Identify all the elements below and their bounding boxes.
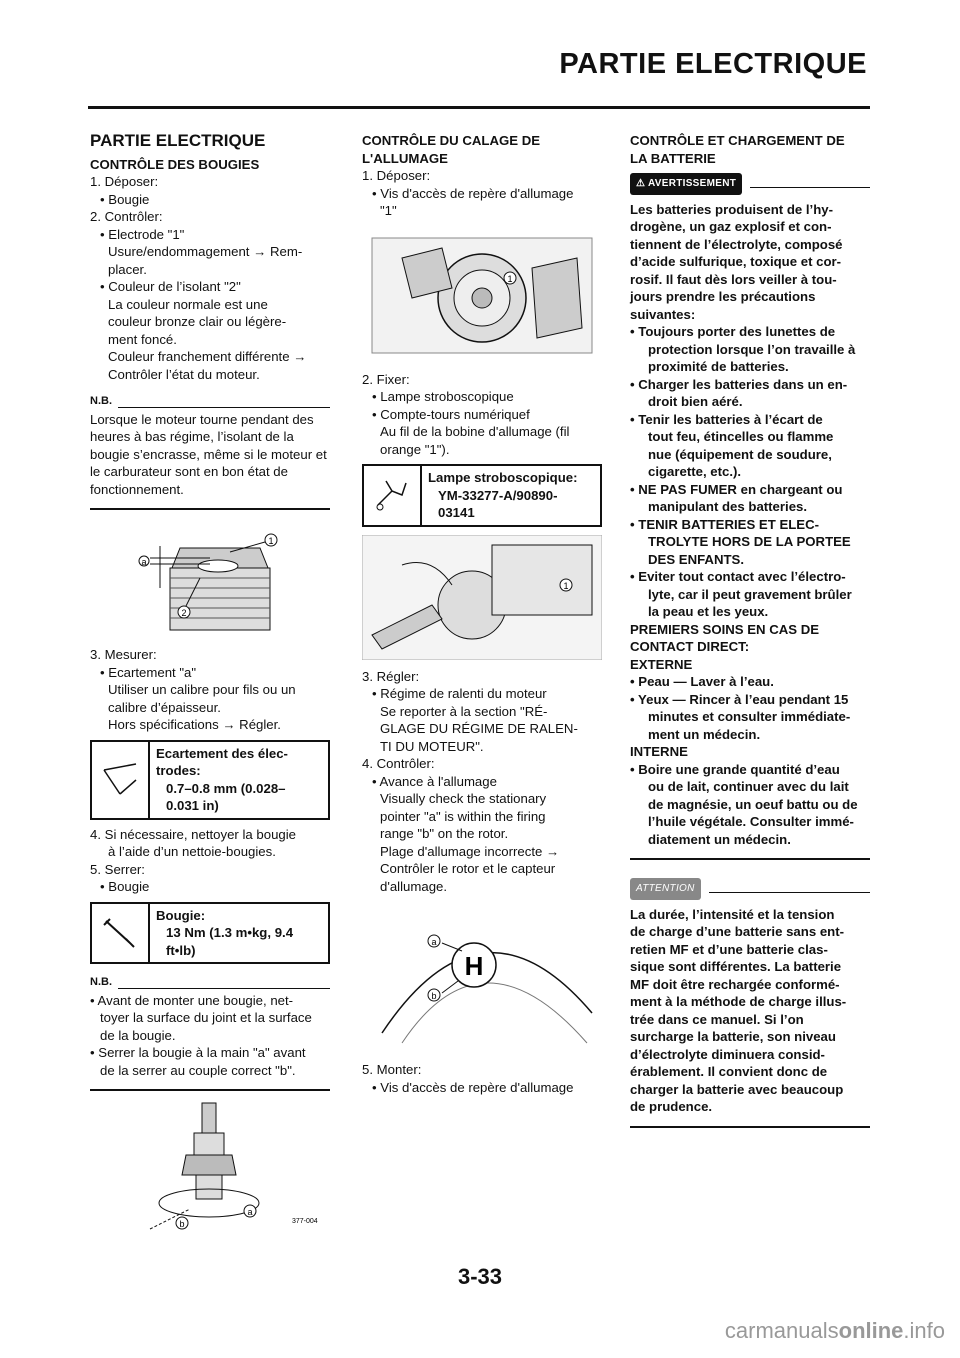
warning-line: protection lorsque l’on travaille à bbox=[648, 341, 856, 357]
section-title: PARTIE ELECTRIQUE bbox=[90, 131, 266, 150]
attention-text bbox=[630, 906, 870, 1116]
spec-label: trodes: bbox=[156, 763, 201, 778]
engine-cover-illustration bbox=[362, 228, 602, 363]
watermark-main: online bbox=[838, 1318, 904, 1343]
warning-line: • Eviter tout contact avec l’électro- bbox=[630, 569, 846, 584]
warning-line: Les batteries produisent de l’hy- bbox=[630, 201, 833, 217]
step-text: La couleur normale est une bbox=[108, 296, 268, 312]
attention-line: érablement. Il convient donc de bbox=[630, 1064, 828, 1079]
subsection-title: LA BATTERIE bbox=[630, 150, 716, 166]
warning-line: suivantes: bbox=[630, 306, 696, 322]
attention-line: d’électrolyte diminuera consid- bbox=[630, 1046, 825, 1062]
warning-line: minutes et consulter immédiate- bbox=[648, 709, 851, 724]
step-text: 3. Mesurer: bbox=[90, 647, 157, 662]
spec-box-torque bbox=[90, 902, 330, 965]
note-text: • Serrer la bougie à la main "a" avant bbox=[90, 1045, 306, 1060]
warning-line: CONTACT DIRECT: bbox=[630, 639, 750, 654]
note-text: de la bougie. bbox=[100, 1027, 176, 1043]
step-text: d'allumage. bbox=[380, 878, 448, 894]
warning-line: • Tenir les batteries à l’écart de bbox=[630, 411, 823, 427]
step-text: • Lampe stroboscopique bbox=[372, 389, 514, 404]
step-text: • Bougie bbox=[100, 879, 150, 894]
attention-badge: ATTENTION bbox=[630, 878, 701, 900]
spec-box-timing-light bbox=[362, 464, 602, 527]
spec-label: Bougie: bbox=[156, 907, 206, 923]
step-text: GLAGE DU RÉGIME DE RALEN- bbox=[380, 721, 578, 736]
note-box bbox=[90, 393, 330, 510]
warning-line: tiennent de l’électrolyte, composé bbox=[630, 236, 843, 252]
warning-line: DES ENFANTS. bbox=[648, 551, 744, 567]
step-text: 1. Déposer: bbox=[362, 168, 431, 183]
callout-b: b bbox=[179, 1219, 185, 1229]
step-text: 5. Serrer: bbox=[90, 861, 145, 877]
spec-value: 0.031 in) bbox=[166, 798, 219, 813]
warning-line: d’acide sulfurique, toxique et cor- bbox=[630, 254, 842, 269]
timing-light-icon bbox=[364, 466, 422, 525]
watermark-suffix: .info bbox=[903, 1318, 945, 1343]
step-text: à l’aide d’un nettoie-bougies. bbox=[108, 844, 276, 859]
spec-value: ft•lb) bbox=[166, 942, 196, 958]
warning-line: • Charger les batteries dans un en- bbox=[630, 376, 848, 392]
callout-a: a bbox=[431, 937, 437, 947]
subsection-title: CONTRÔLE DES BOUGIES bbox=[90, 156, 260, 172]
torque-wrench-icon bbox=[92, 904, 150, 963]
warning-line: de magnésie, un oeuf battu ou de bbox=[648, 796, 858, 812]
step-text: couleur bronze clair ou légère- bbox=[108, 314, 287, 329]
page-number: 3-33 bbox=[457, 1264, 503, 1289]
note-title: N.B. bbox=[90, 976, 112, 988]
spec-label: Ecartement des élec- bbox=[156, 745, 288, 761]
warning-line: INTERNE bbox=[630, 744, 688, 759]
callout-2: 2 bbox=[181, 608, 187, 618]
step-text: pointer "a" is within the firing bbox=[380, 808, 546, 824]
timing-light-connection-illustration bbox=[362, 535, 602, 660]
rotor-h-mark: H bbox=[464, 951, 484, 981]
spec-box-electrode-gap bbox=[90, 740, 330, 820]
note-text: toyer la surface du joint et la surface bbox=[100, 1010, 312, 1025]
step-text: 3. Régler: bbox=[362, 668, 420, 684]
callout-a: a bbox=[247, 1207, 253, 1217]
step-text: calibre d’épaisseur. bbox=[108, 699, 221, 715]
attention-line: surcharge la batterie, son niveau bbox=[630, 1029, 836, 1044]
warning-line: tout feu, étincelles ou flamme bbox=[648, 429, 834, 444]
attention-line: trée dans ce manuel. Si l’on bbox=[630, 1011, 804, 1027]
step-text: Visually check the stationary bbox=[380, 791, 547, 806]
step-text: • Avance à l'allumage bbox=[372, 773, 497, 789]
subsection-title: CONTRÔLE ET CHARGEMENT DE bbox=[630, 133, 845, 148]
step-text: • Vis d'accès de repère d'allumage bbox=[372, 1079, 574, 1095]
step-text: Plage d'allumage incorrecte → bbox=[380, 843, 560, 859]
step-text: 2. Contrôler: bbox=[90, 209, 163, 224]
warning-badge bbox=[630, 173, 742, 195]
step-text: Usure/endommagement → Rem- bbox=[108, 244, 303, 259]
spec-label: Lampe stroboscopique: bbox=[428, 470, 578, 485]
watermark-prefix: carmanuals bbox=[724, 1318, 839, 1343]
step-text: placer. bbox=[108, 261, 147, 277]
warning-line: ment un médecin. bbox=[648, 726, 761, 742]
step-text: • Compte-tours numériquef bbox=[372, 406, 530, 422]
attention-line: sique sont différentes. La batterie bbox=[630, 959, 842, 974]
attention-line: charger la batterie avec beaucoup bbox=[630, 1081, 844, 1097]
warning-text bbox=[630, 201, 870, 849]
header-rule bbox=[88, 106, 870, 109]
warning-triangle-icon: ⚠ bbox=[636, 178, 648, 189]
step-text: 4. Si nécessaire, nettoyer la bougie bbox=[90, 826, 296, 842]
step-text: Hors spécifications → Régler. bbox=[108, 717, 281, 732]
step-text: • Ecartement "a" bbox=[100, 664, 197, 680]
attention-line: ment à la méthode de charge illus- bbox=[630, 994, 847, 1009]
callout-1: 1 bbox=[507, 273, 513, 284]
warning-line: rosif. Il faut dès lors veiller à tou- bbox=[630, 271, 837, 287]
attention-header bbox=[630, 878, 870, 900]
figure-code: 377-004 bbox=[292, 1218, 318, 1225]
step-text: Utiliser un calibre pour fils ou un bbox=[108, 682, 296, 697]
warning-line: • Boire une grande quantité d’eau bbox=[630, 761, 840, 777]
attention-line: La durée, l’intensité et la tension bbox=[630, 906, 835, 922]
step-text: ment foncé. bbox=[108, 331, 177, 347]
spec-value: YM-33277-A/90890- bbox=[438, 487, 558, 503]
step-text: Contrôler l’état du moteur. bbox=[108, 366, 260, 382]
step-text: • Couleur de l’isolant "2" bbox=[100, 279, 241, 294]
step-text: 5. Monter: bbox=[362, 1062, 422, 1077]
step-text: • Vis d'accès de repère d'allumage bbox=[372, 185, 574, 201]
step-text: Au fil de la bobine d'allumage (fil bbox=[380, 424, 570, 439]
attention-line: retien MF et d’une batterie clas- bbox=[630, 941, 828, 957]
step-text: 1. Déposer: bbox=[90, 174, 159, 189]
spark-plug-gap-illustration bbox=[90, 518, 330, 638]
subsection-title: CONTRÔLE DU CALAGE DE bbox=[362, 133, 541, 148]
spec-value: 03141 bbox=[438, 505, 475, 520]
step-text: 4. Contrôler: bbox=[362, 756, 435, 771]
warning-line: • Yeux — Rincer à l’eau pendant 15 bbox=[630, 691, 849, 707]
warning-line: TROLYTE HORS DE LA PORTEE bbox=[648, 534, 851, 549]
warning-line: lyte, car il peut gravement brûler bbox=[648, 586, 852, 602]
warning-line: cigarette, etc.). bbox=[648, 464, 742, 479]
step-text: TI DU MOTEUR". bbox=[380, 738, 484, 754]
step-text: Se reporter à la section "RÉ- bbox=[380, 703, 548, 719]
warning-line: jours prendre les précautions bbox=[630, 289, 816, 304]
column-ignition-timing bbox=[362, 132, 602, 1096]
feeler-gauge-icon bbox=[92, 742, 150, 818]
warning-line: PREMIERS SOINS EN CAS DE bbox=[630, 621, 820, 637]
step-text: range "b" on the rotor. bbox=[380, 826, 509, 841]
warning-line: proximité de batteries. bbox=[648, 359, 789, 374]
step-text: • Régime de ralenti du moteur bbox=[372, 686, 547, 701]
warning-line: • NE PAS FUMER en chargeant ou bbox=[630, 481, 843, 497]
warning-line: manipulant des batteries. bbox=[648, 499, 808, 514]
warning-line: • TENIR BATTERIES ET ELEC- bbox=[630, 516, 820, 532]
spec-value: 0.7–0.8 mm (0.028– bbox=[166, 780, 286, 796]
warning-line: l’huile végétale. Consulter immé- bbox=[648, 814, 854, 829]
page-header-title: PARTIE ELECTRIQUE bbox=[559, 48, 867, 80]
warning-line: nue (équipement de soudure, bbox=[648, 446, 832, 462]
warning-line: EXTERNE bbox=[630, 656, 693, 672]
warning-line: droit bien aéré. bbox=[648, 394, 743, 409]
callout-1: 1 bbox=[563, 580, 569, 591]
note-title: N.B. bbox=[90, 395, 112, 407]
warning-line: • Toujours porter des lunettes de bbox=[630, 324, 836, 339]
step-text: • Bougie bbox=[100, 191, 150, 207]
step-text: "1" bbox=[380, 203, 397, 218]
warning-line: la peau et les yeux. bbox=[648, 604, 769, 619]
callout-b: b bbox=[431, 991, 437, 1001]
subsection-title: L'ALLUMAGE bbox=[362, 150, 448, 166]
warning-line: • Peau — Laver à l’eau. bbox=[630, 674, 774, 689]
attention-line: de charge d’une batterie sans ent- bbox=[630, 924, 844, 939]
callout-a: a bbox=[141, 557, 147, 567]
note-text: de la serrer au couple correct "b". bbox=[100, 1062, 296, 1078]
warning-line: diatement un médecin. bbox=[648, 831, 791, 847]
warning-header bbox=[630, 173, 870, 195]
step-text: Couleur franchement différente → bbox=[108, 349, 307, 364]
spark-plug-torque-illustration bbox=[90, 1099, 330, 1239]
step-text: orange "1"). bbox=[380, 441, 450, 457]
note-text: • Avant de monter une bougie, net- bbox=[90, 992, 294, 1008]
callout-1: 1 bbox=[268, 536, 274, 546]
rotor-mark-illustration bbox=[362, 903, 602, 1053]
step-text: 2. Fixer: bbox=[362, 371, 410, 387]
step-text: • Electrode "1" bbox=[100, 226, 185, 242]
warning-line: ou de lait, continuer avec du lait bbox=[648, 779, 849, 794]
site-watermark bbox=[724, 1318, 945, 1343]
step-text: Contrôler le rotor et le capteur bbox=[380, 861, 556, 876]
attention-line: de prudence. bbox=[630, 1099, 713, 1114]
spec-value: 13 Nm (1.3 m•kg, 9.4 bbox=[166, 925, 294, 940]
warning-line: drogène, un gaz explosif et con- bbox=[630, 219, 832, 234]
note-box bbox=[90, 974, 330, 1091]
attention-line: MF doit être rechargée conformé- bbox=[630, 976, 840, 992]
note-text: Lorsque le moteur tourne pendant des heures à bas régime, l’isolant de la bougie s’encrasse, même si le moteur et le carburateur sont en bon état de fonctionnement. bbox=[90, 411, 327, 497]
column-battery bbox=[630, 132, 870, 1134]
column-spark-plugs bbox=[90, 132, 330, 1247]
warning-label: AVERTISSEMENT bbox=[647, 178, 737, 189]
